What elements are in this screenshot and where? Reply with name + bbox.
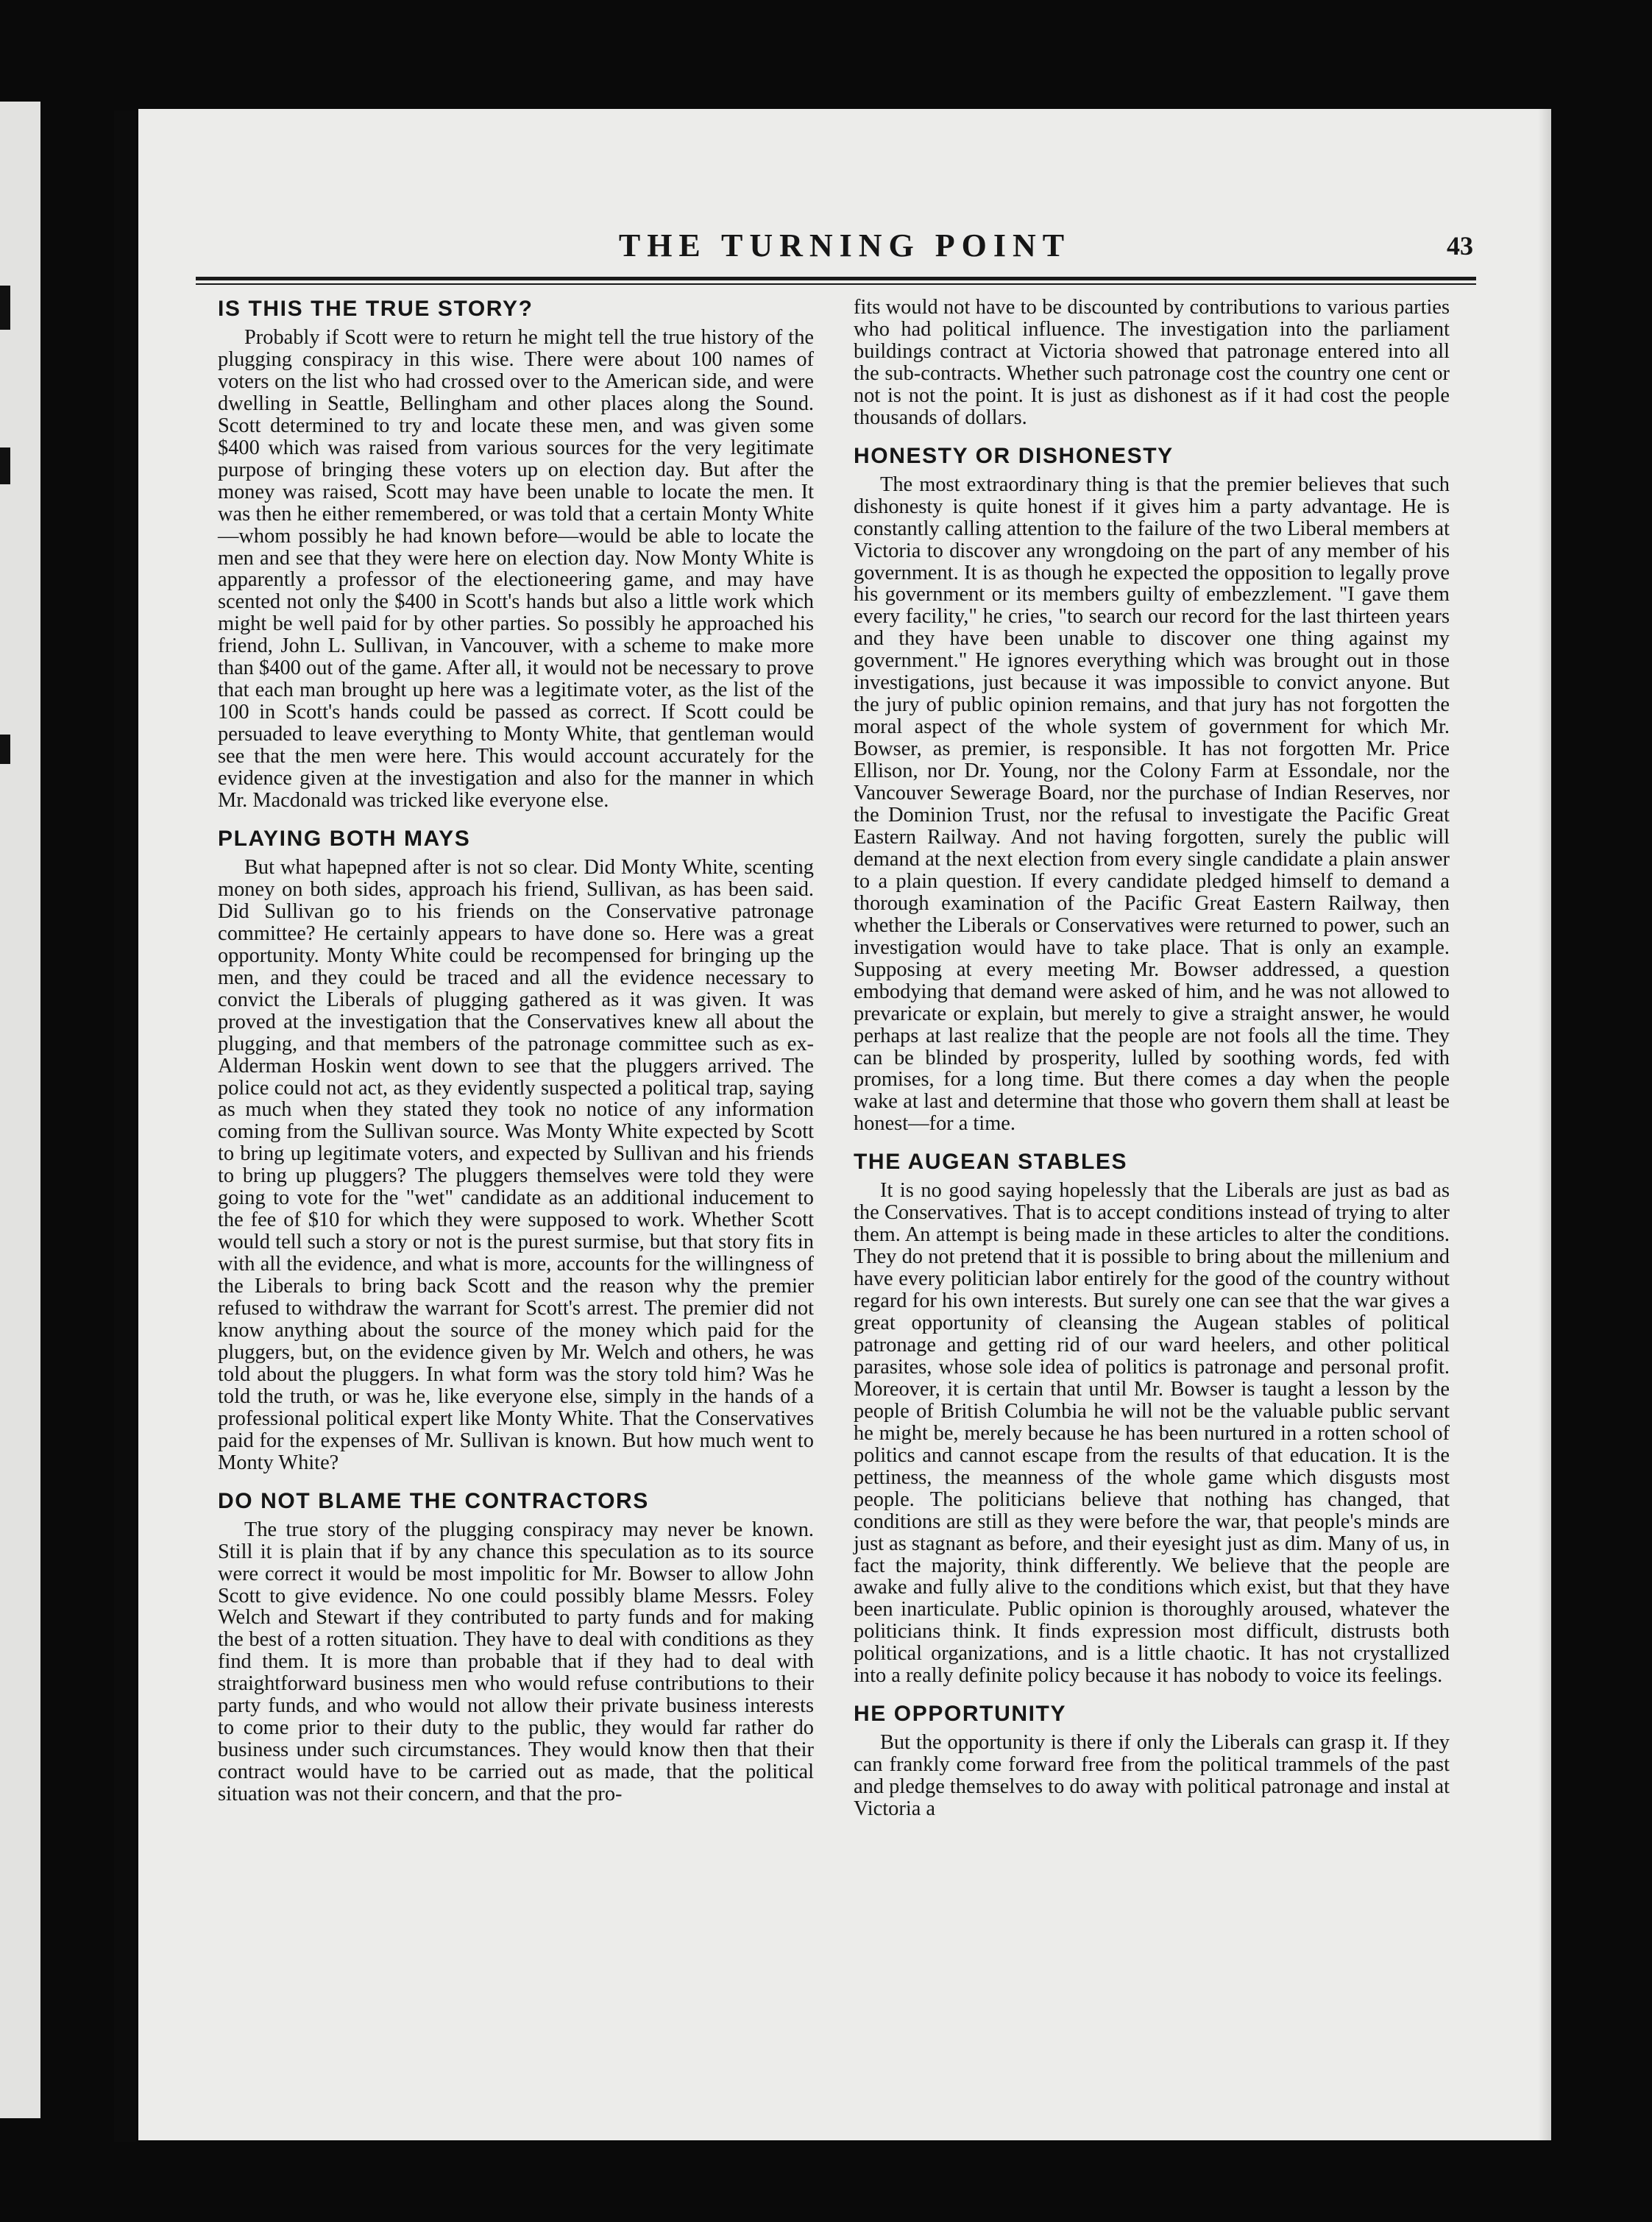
section-body: The true story of the plugging conspiracy may never be known. Still it is plain that if by any chance this speculation as to its source were correct it would be most impolitic for Mr. Bowser to allow John Scott to give evidence. No one could possibly blame Messrs. Foley Welch and Stewart if they contributed to party funds and for making the best of a rotten situation. They have to deal with conditions as they find them. It is more than probable that if they had to deal with straightforward business men who would refuse contributions to their party funds, and who would not allow their private business interests to come prior to their duty to the public, they would far rather do business under such circumstances. They would know then that their contract would have to be carried out as made, that the political situation was not their concern, and that the pro- — [218, 1518, 814, 1806]
section-heading: IS THIS THE TRUE STORY? — [218, 297, 533, 321]
section-heading: PLAYING BOTH MAYS — [218, 826, 471, 851]
section-body-continued: fits would not have to be discounted by contributions to various parties who had political influence. The investigation into the parliament buildings contract at Victoria showed that patronage entered into all the sub-contracts. Whether such patronage cost the country one cent or not is not the point. It is just as dishonest as if it had cost the people thousands of dollars. — [854, 296, 1450, 429]
section-heading: DO NOT BLAME THE CONTRACTORS — [218, 1488, 649, 1513]
header-rule-thin — [196, 283, 1476, 285]
header-rule — [196, 277, 1476, 280]
section-heading: HONESTY OR DISHONESTY — [854, 443, 1174, 468]
adjacent-page-edge — [0, 102, 40, 2118]
magazine-page — [138, 109, 1551, 2140]
left-column — [218, 297, 814, 1805]
right-column — [854, 297, 1450, 1820]
page-number: 43 — [1447, 231, 1473, 261]
running-title: THE TURNING POINT — [618, 227, 1071, 263]
section-heading: THE AUGEAN STABLES — [854, 1150, 1128, 1175]
book-spine-shadow — [114, 110, 136, 2142]
section-body: But the opportunity is there if only the Liberals can grasp it. If they can frankly come forward free from the political trammels of the past and pledge themselves to do away with political patronage and instal at Victoria a — [854, 1731, 1450, 1821]
section-heading: HE OPPORTUNITY — [854, 1702, 1067, 1727]
section-body: But what hapepned after is not so clear. Did Monty White, scenting money on both sides, approach his friend, Sullivan, as has been said. Did Sullivan go to his friends on the Conservative patronage committee? He certainly appears to have done so. Here was a great opportunity. Monty White could be recompensed for bringing up the men, and they could be traced and all the evidence necessary to convict the Liberals of plugging gathered as it was given. It was proved at the investigation that the Conservatives knew all about the plugging, and that members of the patronage committee such as ex-Alderman Hoskin went down to see that the pluggers arrived. The police could not act, as they evidently suspected a political trap, saying as much when they stated they took no notice of any information coming from the Sullivan source. Was Monty White expected by Scott to bring up legitimate voters, and expected by Sullivan and his friends to bring up pluggers? The pluggers themselves were told they were going to vote for the "wet" candidate as an additional inducement to the fee of $10 for which they were supposed to work. Whether Scott would tell such a story or not is the purest surmise, but that story fits in with all the evidence, and what is more, accounts for the willingness of the Liberals to bring back Scott and the reason why the premier refused to withdraw the warrant for Scott's arrest. The premier did not know anything about the source of the money which paid for the pluggers, but, on the evidence given by Mr. Welch and others, he was told about the pluggers. In what form was the story told him? Was he told the truth, or was he, like everyone else, simply in the hands of a professional political expert like Monty White. That the Conservatives paid for the expenses of Mr. Sullivan is known. But how much went to Monty White? — [218, 855, 814, 1474]
section-body: Probably if Scott were to return he might tell the true history of the plugging conspiracy in this wise. There were about 100 names of voters on the list who had crossed over to the American side, and were dwelling in Seattle, Bellingham and other places along the Sound. Scott determined to try and locate these men, and was given some $400 which was raised from various sources for the very legitimate purpose of bringing these voters up on election day. But after the money was raised, Scott may have been unable to locate the men. It was then he either remembered, or was told that a certain Monty White—whom possibly he had known before—would be able to locate the men and see that they were here on election day. Now Monty White is apparently a professor of the electioneering game, and may have scented not only the $400 in Scott's hands but also a little work which might be well paid for by other parties. So possibly he approached his friend, John L. Sullivan, in Vancouver, with a scheme to make more than $400 out of the game. After all, it would not be necessary to prove that each man brought up here was a legitimate voter, as the list of the 100 in Scott's hands could be passed as correct. If Scott could be persuaded to leave everything to Monty White, that gentleman would see that the men were here. This would account accurately for the evidence given at the investigation and also for the manner in which Mr. Macdonald was tricked like everyone else. — [218, 326, 814, 813]
section-body: It is no good saying hopelessly that the Liberals are just as bad as the Conservatives. That is to accept conditions instead of trying to alter them. An attempt is being made in these articles to alter the conditions. They do not pretend that it is possible to bring about the millenium and have every politician labor entirely for the good of the country without regard for his own interests. But surely one can see that the war gives a great opportunity of cleansing the Augean stables of political patronage and getting rid of our ward heelers, and other political parasites, whose sole idea of politics is patronage and personal profit. Moreover, it is certain that until Mr. Bowser is taught a lesson by the people of British Columbia he will not be the valuable public servant he might be, merely because he has been nurtured in a rotten school of politics and cannot escape from the results of that education. It is the pettiness, the meanness of the whole game which disgusts most people. The politicians believe that nothing has changed, that conditions are still as they were before the war, that people's minds are just as stagnant as before, and their eyesight just as dim. Many of us, in fact the majority, think differently. We believe that the people are awake and fully alive to the conditions which exist, but that they have been inarticulate. Public opinion is thoroughly aroused, whatever the politicians think. It finds expression most difficult, distrusts both political organizations, and is a little chaotic. It has not crystallized into a really definite policy because it has nobody to voice its feelings. — [854, 1179, 1450, 1688]
section-body: The most extraordinary thing is that the premier believes that such dishonesty is quite honest if it gives him a party advantage. He is constantly calling attention to the failure of the two Liberal members at Victoria to discover any wrongdoing on the part of any member of his government. It is as though he expected the opposition to legally prove his government or its members guilty of embezzlement. "I gave them every facility," he cries, "to search our record for the last thirteen years and they have been unable to discover one thing against my government." He ignores everything which was brought out in those investigations, just because it was impossible to convict anyone. But the jury of public opinion remains, and that jury has not forgotten the moral aspect of the whole system of government for which Mr. Bowser, as premier, is responsible. It has not forgotten Mr. Price Ellison, nor Dr. Young, nor the Colony Farm at Essondale, nor the Vancouver Sewerage Board, nor the purchase of Indian Reserves, nor the Dominion Trust, nor the refusal to investigate the Pacific Great Eastern Railway. And not having forgotten, surely the public will demand at the next election from every single candidate a plain answer to a plain question. If every candidate pledged himself to demand a thorough examination of the Pacific Great Eastern Railway, then whether the Liberals or Conservatives were returned to power, such an investigation would have to take place. That is only an example. Supposing at every meeting Mr. Bowser addressed, a question embodying that demand were asked of him, and he was not allowed to prevaricate or explain, but merely to give a straight answer, he would perhaps at last realize that the people are not fools all the time. They can be blinded by prosperity, lulled by soothing words, fed with promises, for a long time. But there comes a day when the people wake at last and determine that those who govern them shall at least be honest—for a time. — [854, 473, 1450, 1136]
